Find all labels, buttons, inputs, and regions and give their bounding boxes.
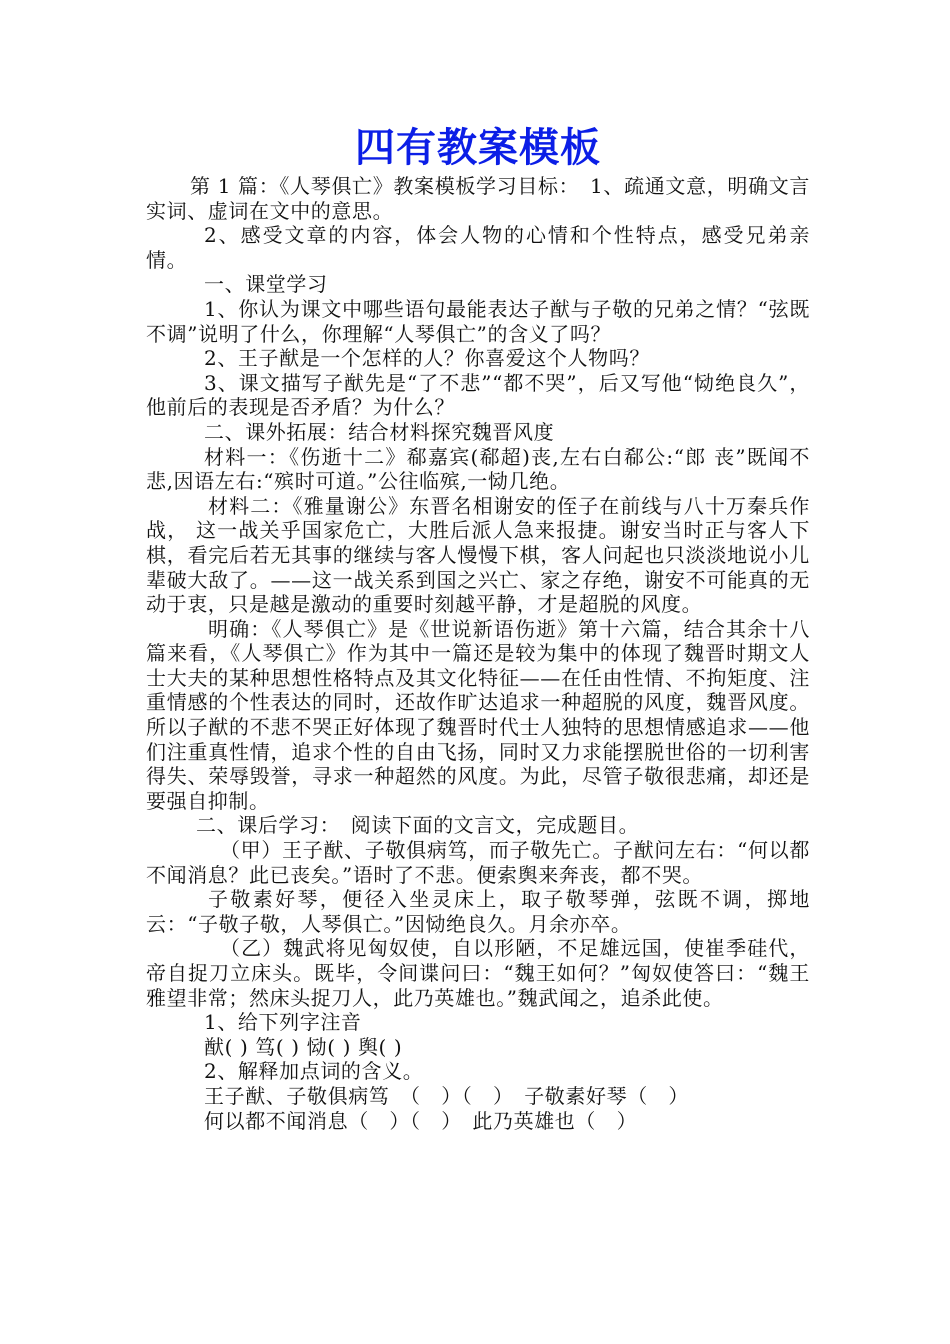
paragraph-question-3: 3、课文描写子猷先是“了不悲”“都不哭”，后又写他“恸绝良久”，他前后的表现是否矛盾？为什么？ — [146, 370, 810, 420]
section-heading-classroom: 一、课堂学习 — [204, 272, 328, 297]
exercise-2-line-2: 何以都不闻消息（ ）（ ） 此乃英雄也（ ） — [204, 1108, 638, 1133]
document-page — [146, 122, 810, 1133]
paragraph-text-jia: （甲）王子猷、子敬俱病笃，而子敬先亡。子猷问左右：“何以都不闻消息？此已丧矣。”语时了不悲。便索舆来奔丧，都不哭。 — [146, 838, 810, 887]
paragraph-question-2: 2、王子猷是一个怎样的人？你喜爱这个人物吗？ — [204, 346, 650, 371]
paragraph-question-1: 1、你认为课文中哪些语句最能表达子猷与子敬的兄弟之情？“弦既不调”说明了什么，你理解“人琴俱亡”的含义了吗？ — [146, 296, 810, 346]
page-title: 四有教案模板 — [355, 125, 601, 171]
exercise-1-heading: 1、给下列字注音 — [204, 1010, 362, 1035]
paragraph-material-2: 材料二：《雅量谢公》东晋名相谢安的侄子在前线与八十万秦兵作战， 这一战关乎国家危亡，大胜后派人急来报捷。谢安当时正与客人下棋，看完后若无其事的继续与客人慢慢下棋，客人问起也只淡淡地说小儿辈破大敌了。——这一战关系到国之兴亡、家之存绝，谢安不可能真的无动于衷，只是越是激动的重要时刻越平静，才是超脱的风度。 — [146, 493, 810, 617]
paragraph-text-yi: （乙）魏武将见匈奴使，自以形陋，不足雄远国，使崔季硅代，帝自捉刀立床头。既毕，令间谍问曰：“魏王如何？”匈奴使答曰：“魏王雅望非常；然床头捉刀人，此乃英雄也。”魏武闻之，追杀此使。 — [146, 936, 810, 1010]
paragraph-goal-2: 2、感受文章的内容，体会人物的心情和个性特点，感受兄弟亲情。 — [146, 223, 810, 272]
paragraph-clarification: 明确：《人琴俱亡》是《世说新语伤逝》第十六篇，结合其余十八篇来看，《人琴俱亡》作为其中一篇还是较为集中的体现了魏晋时期文人士大夫的某种思想性格特点及其文化特征——在任由性情、不拘矩度、注重情感的个性表达的同时，还故作旷达追求一种超脱的风度，魏晋风度。所以子猷的不悲不哭正好体现了魏晋时代士人独特的思想情感追求——他们注重真性情，追求个性的自由飞扬，同时又力求能摆脱世俗的一切利害得失、荣辱毁誉，寻求一种超然的风度。为此，尽管子敬很悲痛，却还是要强自抑制。 — [146, 616, 810, 813]
document-body — [146, 174, 810, 1133]
section-heading-extension: 二、课外拓展：结合材料探究魏晋风度 — [204, 419, 555, 444]
paragraph-intro: 第 1 篇：《人琴俱亡》教案模板学习目标： 1、疏通文意，明确文言实词、虚词在文中的意思。 — [146, 174, 810, 223]
paragraph-text-jia-2: 子敬素好琴，便径入坐灵床上，取子敬琴弹，弦既不调，掷地云：“子敬子敬，人琴俱亡。”因恸绝良久。月余亦卒。 — [146, 887, 810, 936]
exercise-2-line-1: 王子猷、子敬俱病笃 （ ）（ ） 子敬素好琴（ ） — [204, 1083, 689, 1108]
exercise-2-heading: 2、解释加点词的含义。 — [204, 1059, 424, 1084]
section-heading-after-class: 二、课后学习： 阅读下面的文言文，完成题目。 — [196, 813, 640, 838]
paragraph-material-1: 材料一：《伤逝十二》郗嘉宾(郗超)丧,左右白郗公:“郎 丧”既闻不悲,因语左右:“殡时可道。”公往临殡,一恸几绝。 — [146, 444, 810, 494]
exercise-1-items: 猷( ) 笃( ) 恸( ) 舆( ) — [204, 1034, 403, 1059]
